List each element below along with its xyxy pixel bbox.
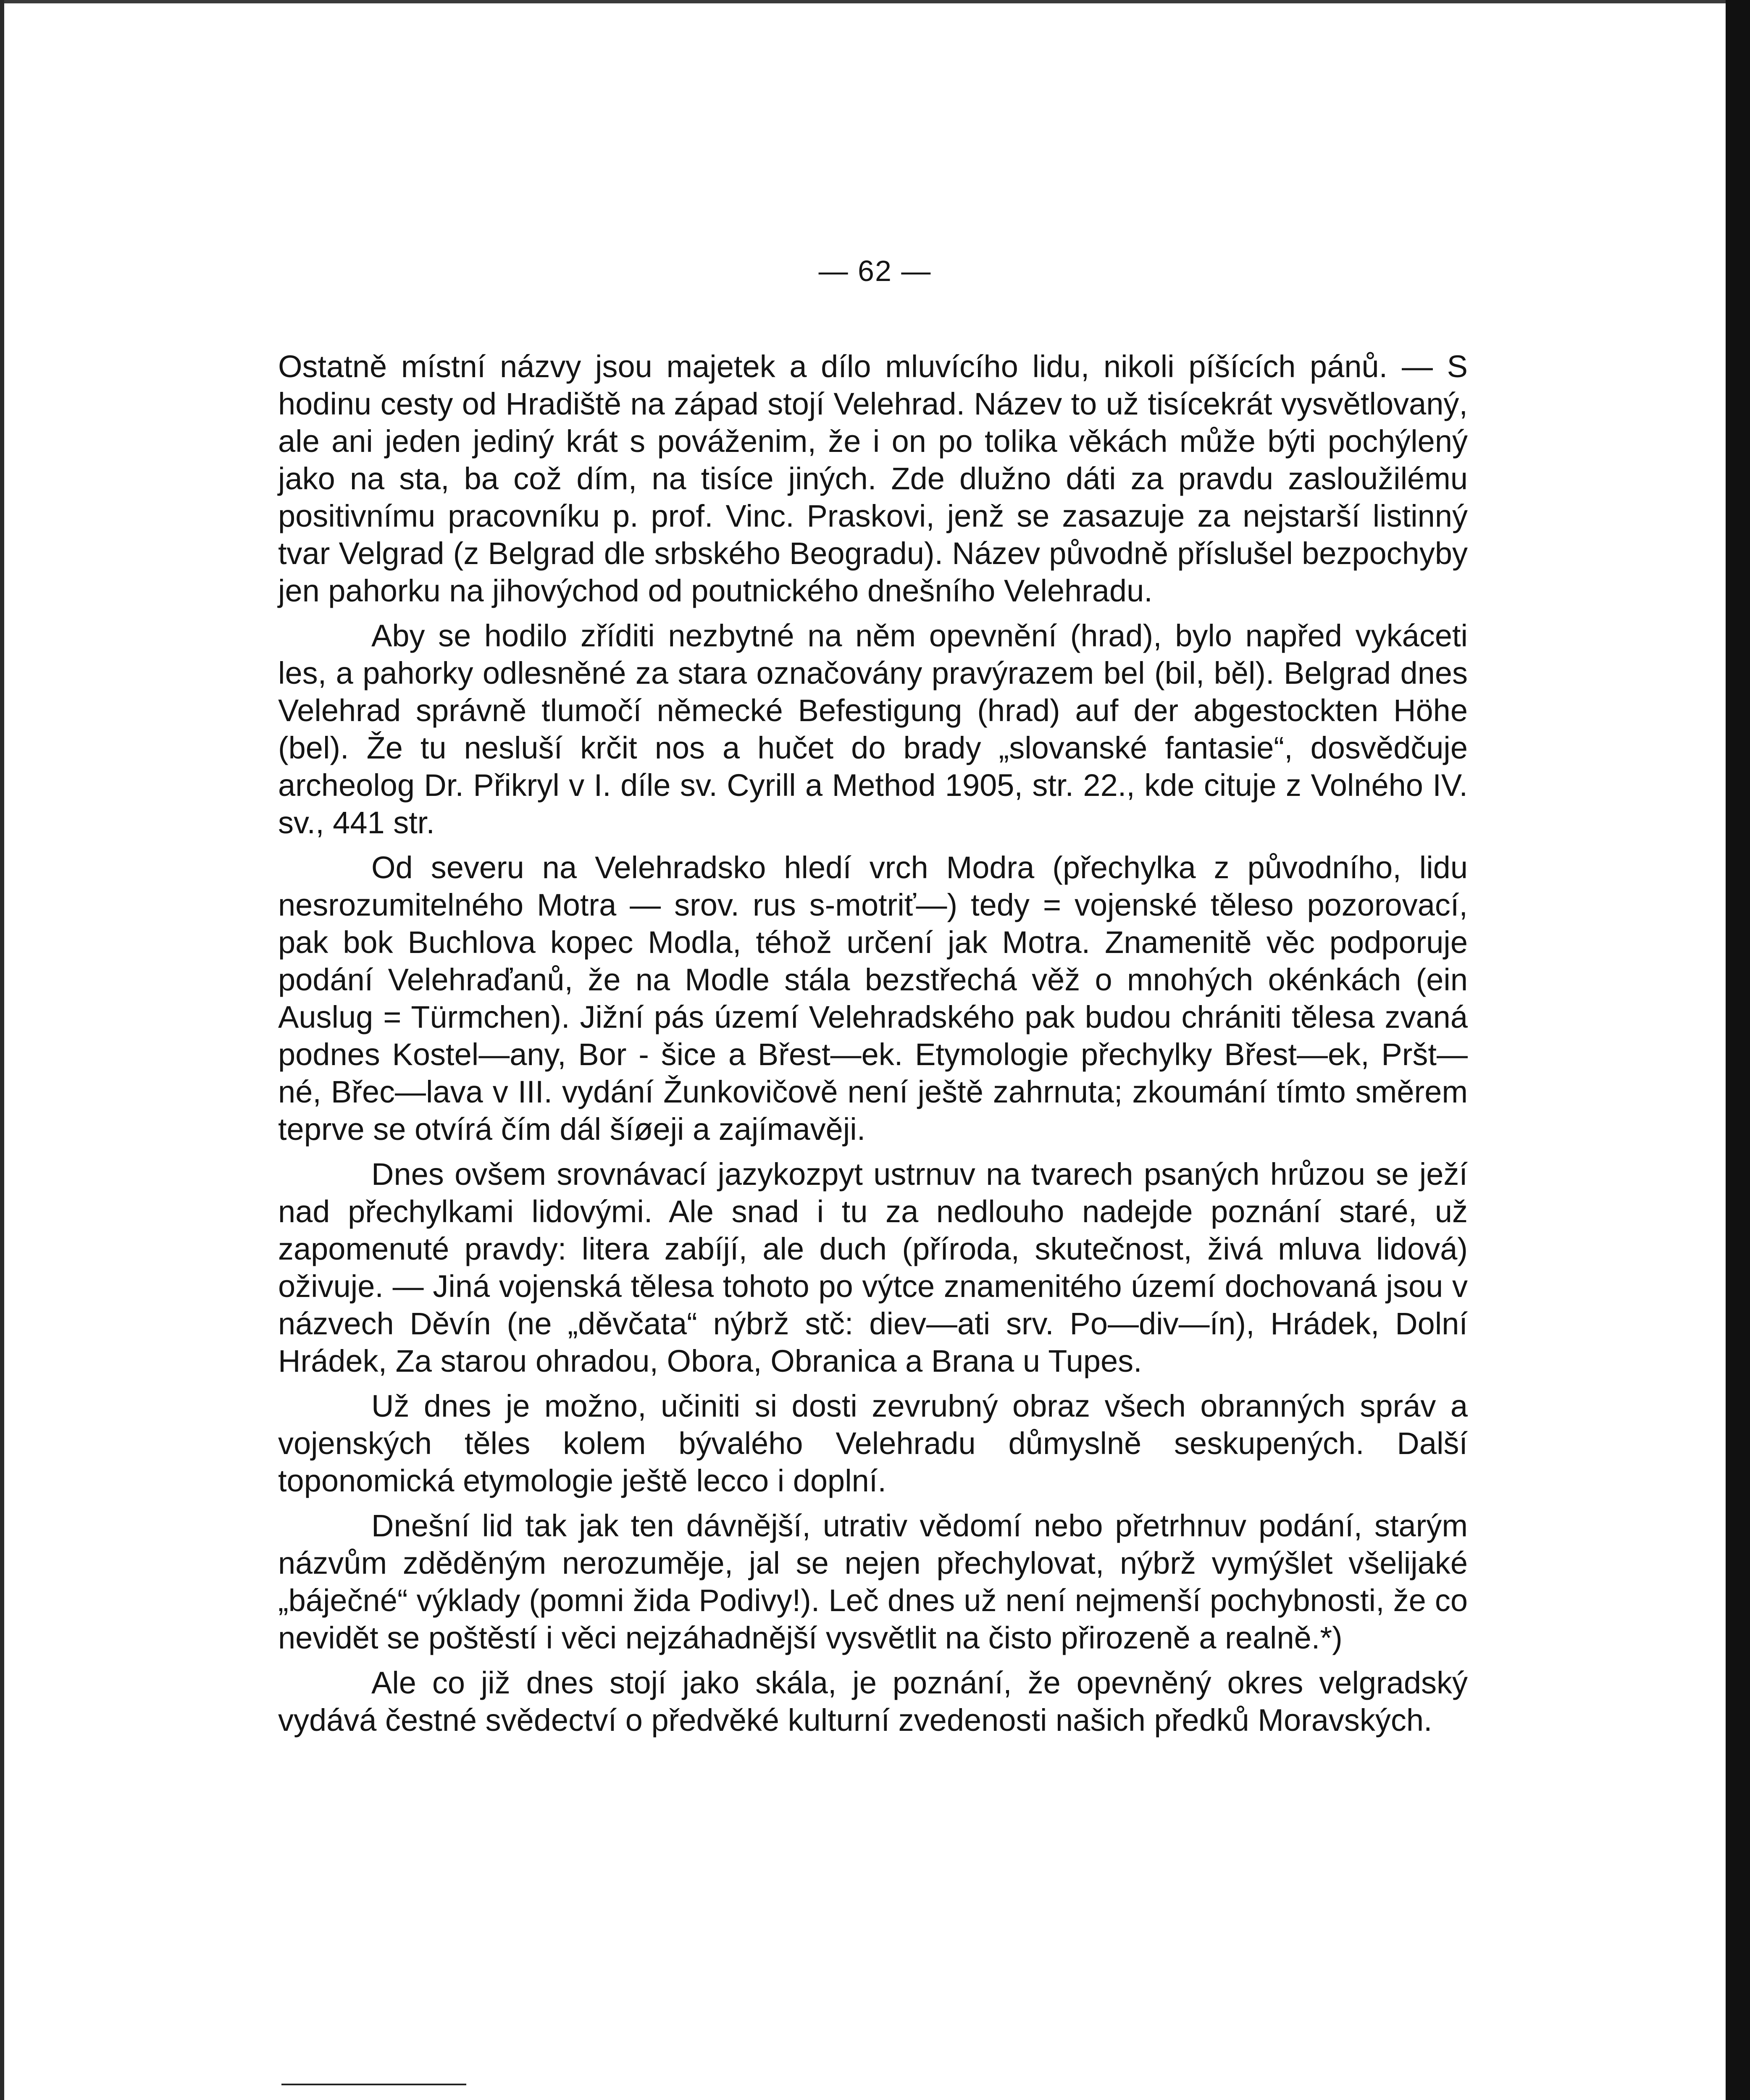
paragraph: Od severu na Velehradsko hledí vrch Modra (přechylka z původního, lidu nesrozumitelného Motra — srov. rus s-motriť—) tedy = vojenské těleso pozorovací, pak bok Buchlova kopec Modla, téhož určení jak Motra. Znamenitě věc podporuje podání Velehraďanů, že na Modle stála bezstřechá věž o mnohých okénkách (ein Auslug = Türmchen). Jižní pás území Velehradského pak budou chrániti tělesa zvaná podnes Kostel—any, Bor - šice a Břest—ek. Etymologie přechylky Břest—ek, Pršt—né, Břec—lava v III. vydání Žunkovičově není ještě zahrnuta; zkoumání tímto směrem teprve se otvírá čím dál šíøeji a zajímavěji. (278, 850, 1468, 1147)
paragraph: Ale co již dnes stojí jako skála, je poznání, že opevněný okres velgradský vydává čestné svědectví o předvěké kulturní zvedenosti našich předků Moravských. (278, 1665, 1468, 1738)
scan-border-left (0, 0, 4, 2100)
paragraph: Aby se hodilo zříditi nezbytné na něm opevnění (hrad), bylo napřed vykáceti les, a pahorky odlesněné za stara označovány pravýrazem bel (bil, běl). Belgrad dnes Velehrad správně tlumočí německé Befestigung (hrad) auf der abgestockten Höhe (bel). Že tu nesluší krčit nos a hučet do brady „slovanské fantasie“, dosvědčuje archeolog Dr. Přikryl v I. díle sv. Cyrill a Method 1905, str. 22., kde cituje z Volného IV. sv., 441 str. (278, 618, 1468, 840)
paragraph: Už dnes je možno, učiniti si dosti zevrubný obraz všech obranných správ a vojenských těles kolem bývalého Velehradu důmyslně seskupených. Další toponomická etymologie ještě lecco i doplní. (278, 1389, 1468, 1498)
page-number: — 62 — (818, 255, 932, 287)
paragraph: Dnes ovšem srovnávací jazykozpyt ustrnuv na tvarech psaných hrůzou se ježí nad přechylkami lidovými. Ale snad i tu za nedlouho nadejde poznání staré, už zapomenuté pravdy: litera zabíjí, ale duch (příroda, skutečnost, živá mluva lidová) oživuje. — Jiná vojenská tělesa tohoto po výtce znamenitého území dochovaná jsou v názvech Děvín (ne „děvčata“ nýbrž stč: diev—ati srv. Po—div—ín), Hrádek, Dolní Hrádek, Za starou ohradou, Obora, Obranica a Brana u Tupes. (278, 1157, 1468, 1378)
scan-border-right (1726, 0, 1750, 2100)
paragraph: Ostatně místní názvy jsou majetek a dílo mluvícího lidu, nikoli píšících pánů. — S hodinu cesty od Hradiště na západ stojí Velehrad. Název to už tisícekrát vysvětlovaný, ale ani jeden jediný krát s pováženim, že i on po tolika věkách může býti pochýlený jako na sta, ba což dím, na tisíce jiných. Zde dlužno dáti za pravdu zasloužilému positivnímu pracovníku p. prof. Vinc. Praskovi, jenž se zasazuje za nejstarší listinný tvar Velgrad (z Belgrad dle srbského Beogradu). Název původně příslušel bezpochyby jen pahorku na jihovýchod od poutnického dnešního Velehradu. (278, 349, 1468, 608)
paragraph: Dnešní lid tak jak ten dávnější, utrativ vědomí nebo přetrhnuv podání, starým názvům zděděným nerozuměje, jal se nejen přechylovat, nýbrž vymýšlet všelijaké „báječné“ výklady (pomni žida Podivy!). Leč dnes už není nejmenší pochybnosti, že co nevidět se poštěstí i věci nejzáhadnější vysvětlit na čisto přirozeně a realně.*) (278, 1508, 1468, 1655)
footnote-divider (281, 2084, 466, 2085)
body-text (278, 348, 1468, 1746)
scan-border-top (0, 0, 1750, 3)
